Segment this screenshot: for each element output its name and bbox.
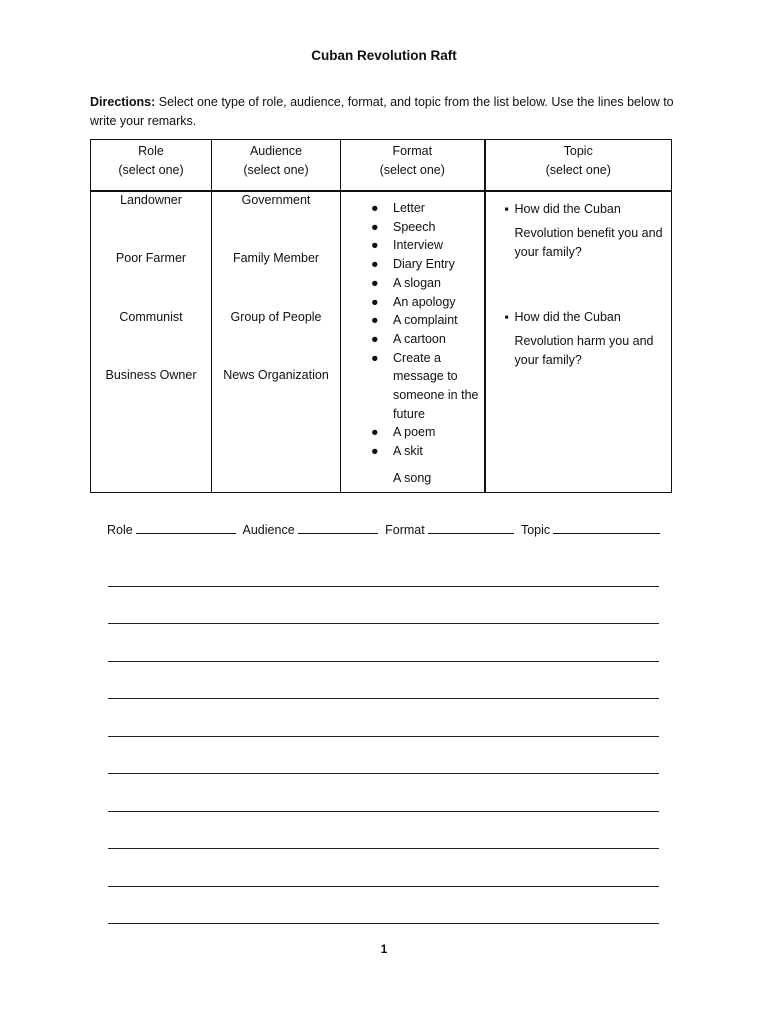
writing-line[interactable] — [108, 586, 659, 587]
format-list — [341, 192, 484, 461]
header-topic — [485, 140, 672, 192]
bullet-icon: ● — [371, 201, 379, 215]
bullet-icon: ● — [371, 313, 379, 328]
directions-text: Select one type of role, audience, format, and topic from the list below. Use the lines below to write your remarks. — [90, 95, 674, 128]
header-format-name: Format — [392, 144, 433, 158]
bullet-icon: ● — [371, 257, 379, 272]
bullet-icon: ● — [371, 350, 379, 365]
role-option: Communist — [119, 310, 183, 324]
directions — [90, 93, 680, 131]
role-option: Landowner — [120, 193, 182, 207]
format-option — [341, 218, 484, 237]
role-option: Business Owner — [105, 368, 197, 382]
writing-line[interactable] — [108, 923, 659, 924]
writing-line[interactable] — [108, 848, 659, 849]
topic-fill-blank[interactable] — [553, 521, 660, 534]
square-bullet-icon: ▪ — [504, 202, 509, 216]
format-option-label: A skit — [393, 444, 423, 459]
square-bullet-icon: ▪ — [504, 310, 509, 324]
raft-table — [90, 139, 672, 493]
format-fill-label: Format — [385, 523, 425, 537]
writing-line[interactable] — [108, 736, 659, 737]
header-topic-sub: (select one) — [545, 163, 611, 177]
topic-option-line2: Revolution harm you and your family? — [514, 334, 654, 367]
audience-fill-label: Audience — [242, 523, 295, 537]
header-format-sub: (select one) — [379, 163, 445, 177]
format-option-label: A poem — [393, 425, 436, 440]
bullet-icon: ● — [371, 238, 379, 253]
audience-option: Family Member — [232, 251, 320, 265]
writing-line[interactable] — [108, 773, 659, 774]
bullet-icon: ● — [371, 425, 379, 440]
header-role — [91, 140, 212, 192]
topic-option-line1: How did the Cuban — [514, 310, 621, 324]
table-body-row — [91, 191, 672, 493]
header-topic-name: Topic — [563, 144, 593, 158]
format-option — [341, 199, 484, 218]
audience-option: Government — [241, 193, 311, 207]
format-option-label: A complaint — [393, 313, 458, 328]
role-cell — [91, 191, 212, 493]
table-header-row — [91, 140, 672, 192]
topic-option — [486, 200, 672, 262]
format-option-label: Interview — [393, 238, 444, 253]
format-option — [341, 255, 484, 274]
role-fill-blank[interactable] — [136, 521, 236, 534]
header-audience — [212, 140, 341, 192]
format-option — [341, 349, 484, 424]
format-option — [341, 274, 484, 293]
writing-line[interactable] — [108, 886, 659, 887]
header-role-sub: (select one) — [118, 163, 184, 177]
selection-fill-in-row — [107, 521, 664, 537]
topic-option-line2: Revolution benefit you and your family? — [514, 226, 663, 259]
header-role-name: Role — [138, 144, 164, 158]
format-option-label: A slogan — [393, 275, 441, 290]
directions-label: Directions: — [90, 95, 156, 109]
audience-option: Group of People — [230, 310, 322, 324]
format-option — [341, 311, 484, 330]
audience-option: News Organization — [223, 368, 329, 382]
format-option-label: A cartoon — [393, 331, 446, 346]
topic-option-line1: How did the Cuban — [514, 202, 621, 216]
format-option — [341, 442, 484, 461]
format-option — [341, 423, 484, 442]
writing-line[interactable] — [108, 698, 659, 699]
topic-cell — [485, 191, 672, 493]
role-fill-label: Role — [107, 523, 133, 537]
bullet-icon: ● — [371, 331, 379, 346]
format-option-song: A song — [393, 470, 432, 485]
format-fill-blank[interactable] — [428, 521, 514, 534]
format-option-label: Letter — [393, 201, 425, 215]
role-option: Poor Farmer — [115, 251, 187, 265]
bullet-icon: ● — [371, 294, 379, 309]
format-cell — [341, 191, 485, 493]
topic-fill-label: Topic — [520, 523, 551, 537]
format-option-label: Create a message to someone in the future — [393, 350, 479, 421]
document-title: Cuban Revolution Raft — [311, 48, 457, 63]
writing-line[interactable] — [108, 661, 659, 662]
format-option — [341, 330, 484, 349]
bullet-icon: ● — [371, 444, 379, 459]
audience-fill-blank[interactable] — [298, 521, 378, 534]
header-audience-name: Audience — [249, 144, 303, 158]
format-option-label: Speech — [393, 219, 436, 234]
bullet-icon: ● — [371, 219, 379, 234]
audience-cell — [212, 191, 341, 493]
header-format — [341, 140, 485, 192]
format-option — [341, 236, 484, 255]
page-number: 1 — [380, 942, 388, 956]
writing-line[interactable] — [108, 811, 659, 812]
format-option-label: An apology — [393, 294, 456, 309]
writing-line[interactable] — [108, 623, 659, 624]
topic-option — [486, 308, 672, 370]
header-audience-sub: (select one) — [243, 163, 309, 177]
format-option-label: Diary Entry — [393, 257, 455, 272]
format-option — [341, 293, 484, 312]
bullet-icon: ● — [371, 275, 379, 290]
